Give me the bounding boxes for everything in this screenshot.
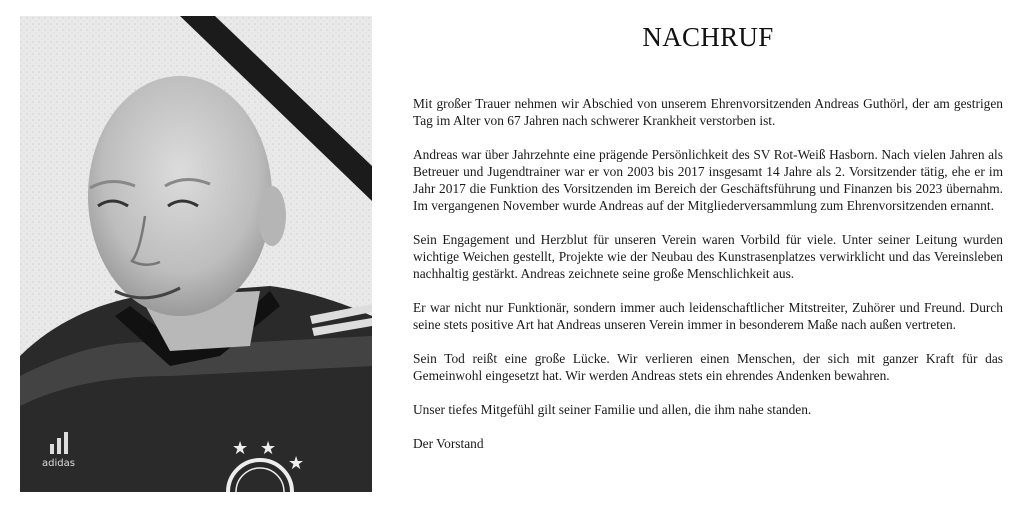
- svg-text:★: ★: [288, 453, 305, 474]
- signature: Der Vorstand: [413, 436, 484, 451]
- obituary-text: [413, 95, 1003, 469]
- paragraph-character: Er war nicht nur Funktionär, sondern immer auch leidenschaftlicher Mitstreiter, Zuhörer und Freund. Durch seine stets positive Art hat Andreas unseren Verein immer in besonderem Maße nach außen vertreten.: [413, 300, 1003, 332]
- face: [88, 76, 272, 316]
- paragraph-engagement: Sein Engagement und Herzblut für unseren Verein waren Vorbild für viele. Unter seiner Leitung wurden wichtige Weichen gestellt, Projekte wie der Neubau des Kunstrasenplatzes verwirklicht und das Vereinsleben nachhaltig gestärkt. Andreas zeichnete seine große Menschlichkeit aus.: [413, 232, 1003, 281]
- svg-text:★: ★: [260, 438, 277, 459]
- paragraph-career: Andreas war über Jahrzehnte eine prägende Persönlichkeit des SV Rot-Weiß Hasborn. Nach vielen Jahren als Betreuer und Jugendtrainer war er von 2003 bis 2017 insgesamt 14 Jahre als 2. Vorsitzender tätig, ehe er im Jahr 2017 die Funktion des Vorsitzenden im Bereich der Geschäftsführung und Finanzen bis 2023 übernahm. Im vergangenen November wurde Andreas auf der Mitgliederversammlung zum Ehrenvorsitzenden ernannt.: [413, 147, 1003, 213]
- svg-text:★: ★: [232, 438, 249, 459]
- portrait-photo: [20, 16, 372, 492]
- paragraph-condolences: Unser tiefes Mitgefühl gilt seiner Familie und allen, die ihm nahe standen.: [413, 402, 812, 417]
- paragraph-announcement: Mit großer Trauer nehmen wir Abschied von unserem Ehrenvorsitzenden Andreas Guthörl, der am gestrigen Tag im Alter von 67 Jahren nach schwerer Krankheit verstorben ist.: [413, 96, 1003, 128]
- page-title: NACHRUF: [642, 22, 774, 52]
- svg-text:adidas: adidas: [42, 458, 75, 469]
- portrait-illustration: [20, 16, 372, 492]
- paragraph-loss: Sein Tod reißt eine große Lücke. Wir verlieren einen Menschen, der sich mit ganzer Kraft für das Gemeinwohl eingesetzt hat. Wir werden Andreas stets ein ehrendes Andenken bewahren.: [413, 351, 1003, 383]
